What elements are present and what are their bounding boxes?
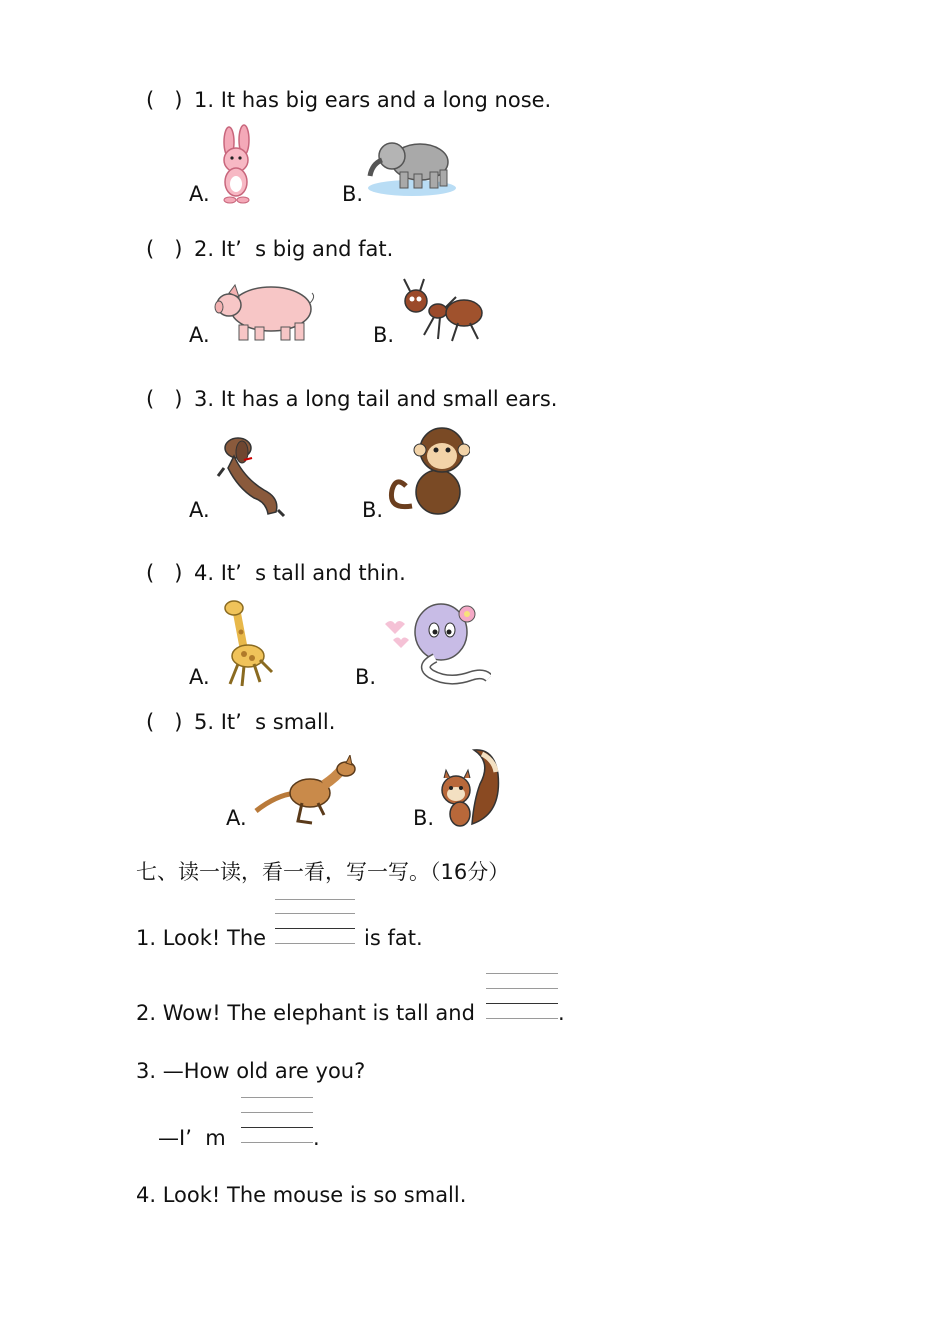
question-3-text: 3. It has a long tail and small ears.: [194, 387, 558, 411]
option-5b-label[interactable]: B.: [413, 806, 435, 830]
fill-item-2-before: 2. Wow! The elephant is tall and: [136, 1001, 475, 1025]
fill-item-4-text: 4. Look! The mouse is so small.: [136, 1183, 467, 1207]
question-2-blank[interactable]: ( ): [146, 237, 183, 261]
fill-blank-2[interactable]: [486, 973, 558, 1021]
fill-blank-1[interactable]: [275, 899, 355, 947]
option-4a-label[interactable]: A.: [189, 665, 210, 689]
elephant-icon: [366, 130, 458, 198]
fill-item-1-before: 1. Look! The: [136, 926, 267, 950]
option-3a-label[interactable]: A.: [189, 498, 210, 522]
monkey-icon: [386, 420, 470, 518]
fill-item-1-after: is fat.: [364, 926, 423, 950]
fill-item-3-question: 3. —How old are you?: [136, 1059, 366, 1083]
option-1b-label[interactable]: B.: [342, 182, 364, 206]
option-1a-label[interactable]: A.: [189, 182, 210, 206]
dog-icon: [214, 428, 290, 520]
question-5-text: 5. It’ s small.: [194, 710, 336, 734]
squirrel-icon: [436, 744, 502, 828]
fill-blank-3[interactable]: [241, 1097, 313, 1145]
ant-icon: [398, 277, 488, 345]
giraffe-icon: [214, 598, 276, 688]
question-3-blank[interactable]: ( ): [146, 387, 183, 411]
question-4-text: 4. It’ s tall and thin.: [194, 561, 406, 585]
option-4b-label[interactable]: B.: [355, 665, 377, 689]
question-1-text: 1. It has big ears and a long nose.: [194, 88, 552, 112]
question-5-blank[interactable]: ( ): [146, 710, 183, 734]
question-2-text: 2. It’ s big and fat.: [194, 237, 394, 261]
fill-item-2-after: .: [558, 1001, 565, 1025]
question-4-blank[interactable]: ( ): [146, 561, 183, 585]
fill-item-3-after: .: [313, 1126, 320, 1150]
fill-item-3-before: —I’ m: [158, 1126, 226, 1150]
option-3b-label[interactable]: B.: [362, 498, 384, 522]
option-2a-label[interactable]: A.: [189, 323, 210, 347]
pig-icon: [213, 275, 319, 345]
question-1-blank[interactable]: ( ): [146, 88, 183, 112]
option-2b-label[interactable]: B.: [373, 323, 395, 347]
snake-icon: [379, 596, 491, 688]
kangaroo-icon: [252, 755, 360, 827]
section-7-title: 七、读一读，看一看，写一写。（16分）: [136, 860, 510, 884]
rabbit-icon: [213, 124, 259, 204]
option-5a-label[interactable]: A.: [226, 806, 247, 830]
